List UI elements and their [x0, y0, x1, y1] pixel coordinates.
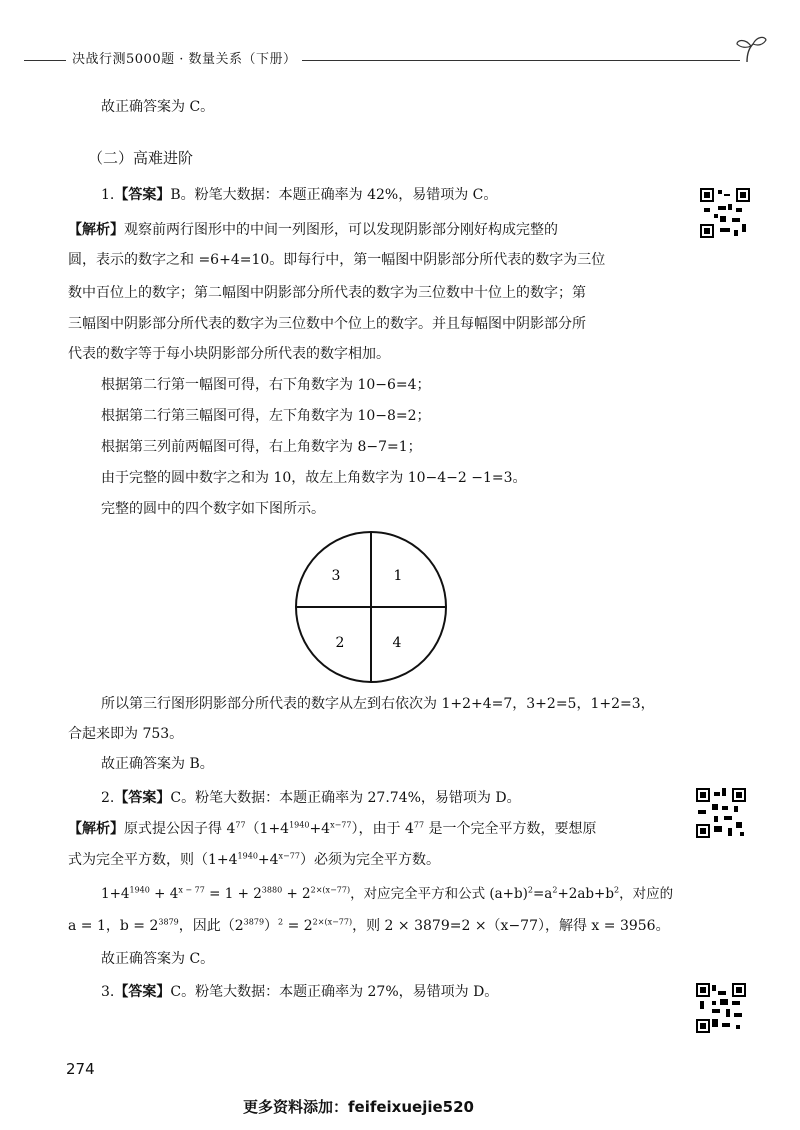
- q1-step-4: 由于完整的圆中数字之和为 10，故左上角数字为 10−4−2 −1=3。: [101, 470, 527, 486]
- q1-analysis-line-5: 代表的数字等于每小块阴影部分所代表的数字相加。: [68, 346, 390, 362]
- q1-conclusion-line-2: 合起来即为 753。: [68, 726, 184, 742]
- q1-qr-code[interactable]: [700, 188, 750, 238]
- header-rule-right: [300, 60, 740, 61]
- circle-top-right: 1: [393, 568, 403, 584]
- q1-step-1: 根据第二行第一幅图可得，右下角数字为 10−6=4；: [101, 377, 431, 393]
- q3-qr-code[interactable]: [696, 983, 746, 1033]
- page-number: 274: [66, 1060, 95, 1078]
- q1-step-3: 根据第三列前两幅图可得，右上角数字为 8−7=1；: [101, 439, 422, 455]
- q3-answer: 3.【答案】C。粉笔大数据：本题正确率为 27%，易错项为 D。: [101, 984, 499, 1000]
- q2-qr-code[interactable]: [696, 788, 746, 838]
- q1-final: 故正确答案为 B。: [101, 756, 214, 772]
- q2-analysis-line-2: 式为完全平方数，则$(1+4^{1940}+4^{x-77})$必须为完全平方数。: [68, 851, 440, 868]
- circle-bottom-right: 4: [392, 635, 402, 651]
- q1-analysis-line-3: 数中百位上的数字；第二幅图中阴影部分所代表的数字为三位数中十位上的数字；第: [68, 285, 586, 301]
- q2-formula-line: $1+4^{1940} + 4^{x - 77} = 1 + 2^{3880} + 2^{2\times(x-77)}$，对应完全平方和公式 $(a+b)^2=a^2+2ab+b^2$，对应的: [101, 885, 674, 902]
- q1-analysis-line-1: 【解析】观察前两行图形中的中间一列图形，可以发现阴影部分刚好构成完整的: [68, 222, 558, 238]
- sprout-icon: [733, 34, 769, 66]
- section-title: （二）高难进阶: [88, 149, 194, 167]
- circle-top-left: 3: [331, 568, 341, 584]
- top-answer: 故正确答案为 C。: [101, 99, 215, 115]
- q1-step-5: 完整的圆中的四个数字如下图所示。: [101, 501, 325, 517]
- q1-step-2: 根据第二行第三幅图可得，左下角数字为 10−8=2；: [101, 408, 431, 424]
- book-title: 决战行测5000题 · 数量关系（下册）: [66, 48, 302, 67]
- q2-answer: 2.【答案】C。粉笔大数据：本题正确率为 27.74%，易错项为 D。: [101, 790, 521, 806]
- circle-bottom-left: 2: [335, 635, 345, 651]
- circle-diagram: [294, 530, 448, 684]
- q1-answer: 1.【答案】B。粉笔大数据：本题正确率为 42%，易错项为 C。: [101, 187, 498, 203]
- q1-analysis-line-4: 三幅图中阴影部分所代表的数字为三位数中个位上的数字。并且每幅图中阴影部分所: [68, 316, 586, 332]
- q1-conclusion-line-1: 所以第三行图形阴影部分所代表的数字从左到右依次为 1+2+4=7，3+2=5，1+2=3，: [101, 696, 655, 712]
- q2-analysis-line-1: 【解析】原式提公因子得 $4^{77}(1+4^{1940}+4^{x-77})$，由于 $4^{77}$ 是一个完全平方数，要想原: [68, 820, 597, 837]
- q2-final: 故正确答案为 C。: [101, 951, 215, 967]
- footer-contact: 更多资料添加：feifeixuejie520: [243, 1098, 474, 1116]
- q2-result-line: a = 1，$b = 2^{3879}$，因此$(2^{3879})^2 = 2^{2\times(x-77)}$，则 2 × 3879=2 ×（x−77），解得 x = 3956。: [68, 917, 670, 934]
- q1-analysis-line-2: 圆，表示的数字之和 =6+4=10。即每行中，第一幅图中阴影部分所代表的数字为三位: [68, 252, 606, 268]
